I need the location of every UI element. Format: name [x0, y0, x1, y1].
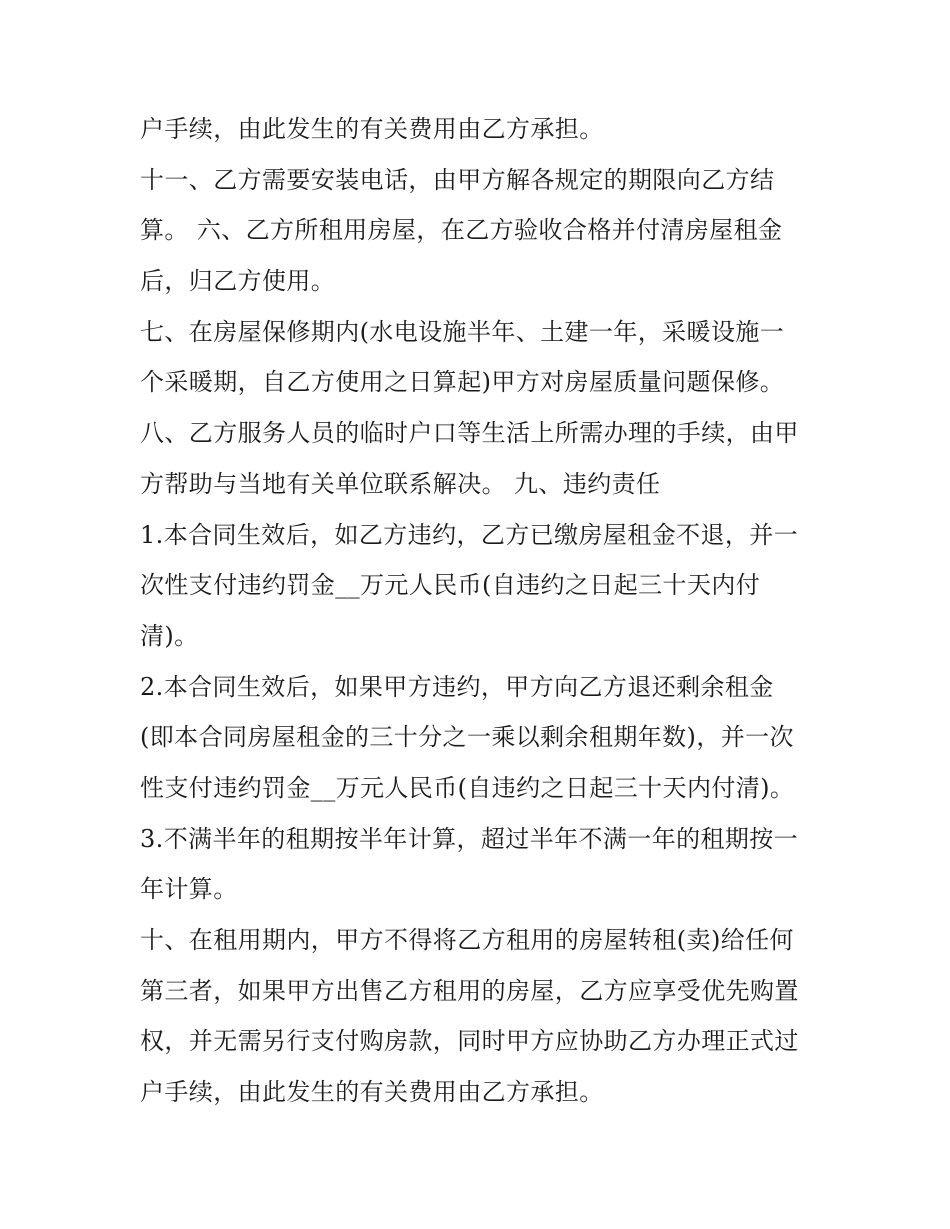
text-line: 权，并无需另行支付购房款，同时甲方应协助乙方办理正式过	[140, 1027, 799, 1056]
text-line: 次性支付违约罚金__万元人民币(自违约之日起三十天内付	[140, 571, 761, 600]
text-line: 户手续，由此发生的有关费用由乙方承担。	[140, 115, 604, 143]
text-line: 清)。	[140, 621, 199, 650]
text-line: (即本合同房屋租金的三十分之一乘以剩余租期年数)，并一次	[140, 723, 794, 752]
text-line: 十、在租用期内，甲方不得将乙方租用的房屋转租(卖)给任何	[140, 926, 794, 954]
text-line: 3.不满半年的租期按半年计算，超过半年不满一年的租期按一	[140, 824, 799, 853]
text-line: 算。 六、乙方所租用房屋，在乙方验收合格并付清房屋租金	[140, 216, 783, 245]
text-line: 2.本合同生效后，如果甲方违约，甲方向乙方退还剩余租金	[140, 672, 774, 701]
text-line: 个采暖期，自乙方使用之日算起)甲方对房屋质量问题保修。	[140, 368, 785, 397]
text-line: 七、在房屋保修期内(水电设施半年、土建一年，采暖设施一	[140, 317, 785, 346]
text-line: 户手续，由此发生的有关费用由乙方承担。	[140, 1078, 604, 1107]
text-line: 第三者，如果甲方出售乙方租用的房屋，乙方应享受优先购置	[140, 976, 799, 1005]
text-line: 后，归乙方使用。	[140, 267, 336, 296]
text-line: 方帮助与当地有关单位联系解决。 九、违约责任	[140, 469, 661, 498]
text-line: 1.本合同生效后，如乙方违约，乙方已缴房屋租金不退，并一	[140, 520, 799, 549]
text-line: 年计算。	[140, 875, 238, 904]
document-body	[140, 104, 820, 1118]
text-line: 八、乙方服务人员的临时户口等生活上所需办理的手续，由甲	[140, 419, 799, 448]
text-line: 十一、乙方需要安装电话，由甲方解各规定的期限向乙方结	[140, 165, 775, 194]
text-line: 性支付违约罚金__万元人民币(自违约之日起三十天内付清)。	[140, 773, 795, 802]
